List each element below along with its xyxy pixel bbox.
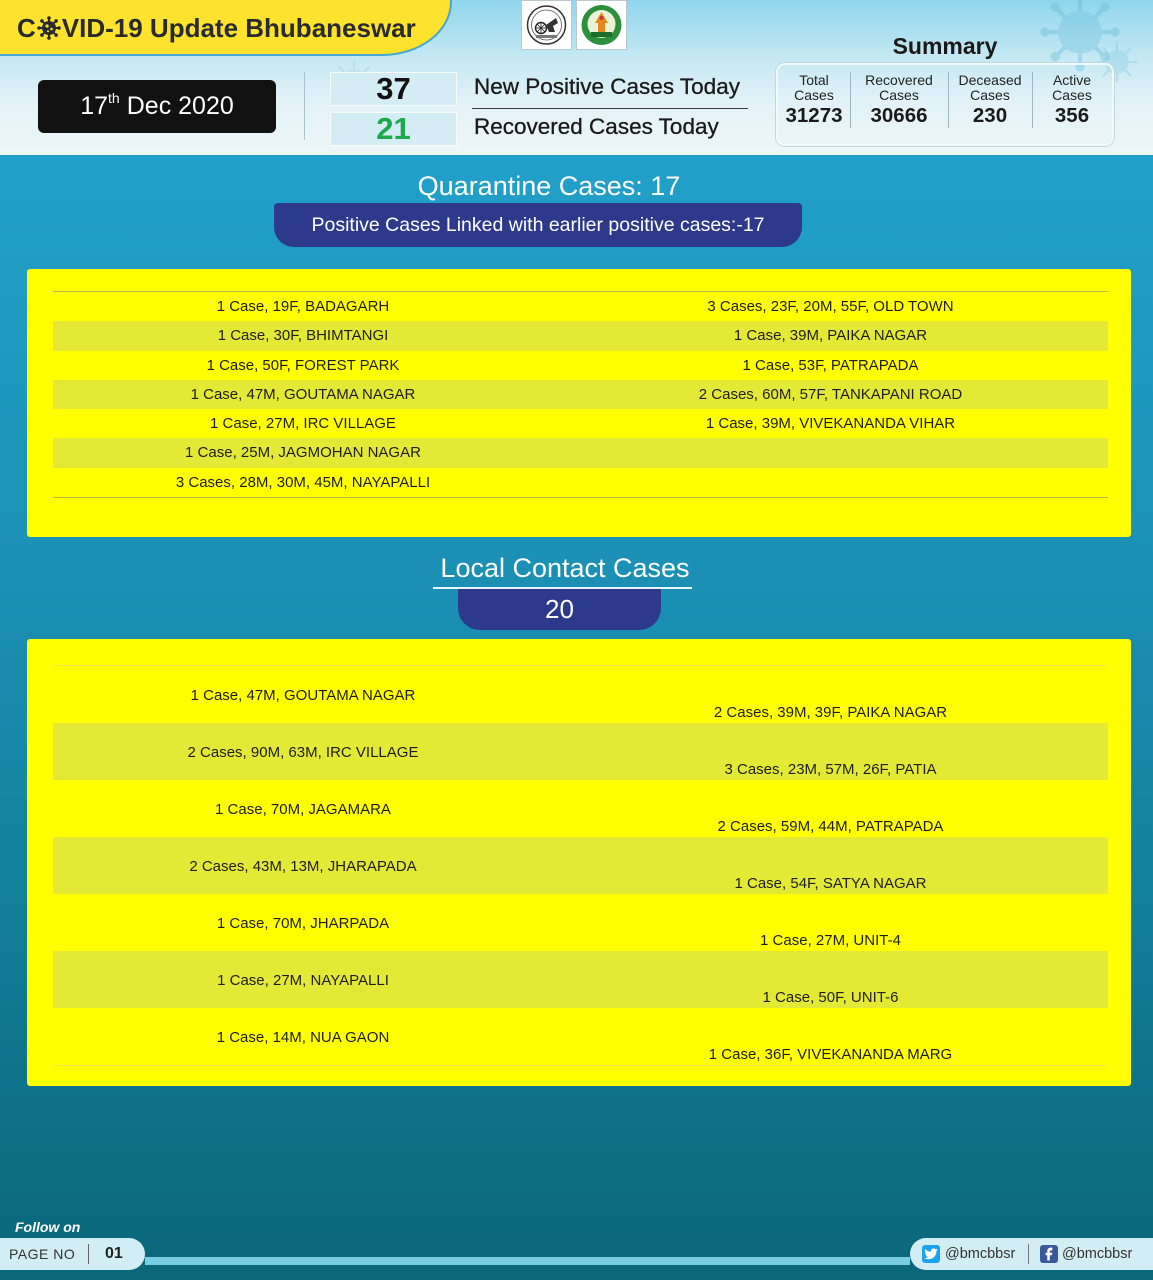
- footer-bar: [145, 1257, 910, 1265]
- table-row: [53, 951, 1108, 1008]
- case-entry-left: 1 Case, 70M, JAGAMARA: [215, 801, 391, 818]
- case-entry-left: 1 Case, 70M, JHARPADA: [216, 915, 390, 932]
- summary-box: [776, 63, 1114, 146]
- quarantine-subtitle-pill: Positive Cases Linked with earlier positive cases:-17: [274, 203, 802, 247]
- case-entry-left: 1 Case, 50F, FOREST PARK: [206, 356, 400, 374]
- table-row: [53, 723, 1108, 780]
- virus-icon: [37, 16, 61, 40]
- case-entry-left: 1 Case, 47M, GOUTAMA NAGAR: [190, 385, 416, 403]
- table-row: [53, 666, 1108, 723]
- case-entry-right: 1 Case, 53F, PATRAPADA: [742, 356, 919, 374]
- table-row: [53, 780, 1108, 837]
- summary-label-bottom: Cases: [970, 86, 1010, 103]
- quarantine-title: Quarantine Cases: 17: [417, 171, 681, 201]
- summary-label: [850, 73, 948, 102]
- case-entry-left: 1 Case, 27M, IRC VILLAGE: [210, 415, 396, 433]
- summary-label-bottom: Cases: [879, 86, 919, 103]
- local-contact-count-pill: 20: [458, 589, 661, 630]
- table-row: [53, 409, 1108, 438]
- header-divider: [304, 72, 305, 140]
- twitter-icon[interactable]: [922, 1245, 940, 1263]
- odisha-govt-emblem-logo: [521, 0, 572, 50]
- case-entry-left: 1 Case, 25M, JAGMOHAN NAGAR: [185, 444, 421, 462]
- title-banner: [0, 0, 452, 56]
- case-entry-left: 3 Cases, 28M, 30M, 45M, NAYAPALLI: [175, 473, 431, 491]
- date-badge: [38, 80, 276, 133]
- summary-title: Summary: [892, 33, 998, 59]
- page-number: 01: [105, 1245, 123, 1262]
- case-entry-right: 1 Case, 54F, SATYA NAGAR: [734, 875, 927, 892]
- new-positive-count: 37: [330, 72, 457, 106]
- summary-label-bottom: Cases: [1052, 86, 1092, 103]
- table-row: [53, 321, 1108, 350]
- table-row: [53, 468, 1108, 497]
- summary-value: 230: [972, 104, 1008, 127]
- table-row: [53, 438, 1108, 467]
- page-no-divider: [88, 1244, 89, 1264]
- case-entry-right: 1 Case, 39M, VIVEKANANDA VIHAR: [705, 415, 956, 433]
- quarantine-cases-table: [53, 291, 1108, 498]
- summary-total: [778, 65, 850, 144]
- case-entry-right: 2 Cases, 59M, 44M, PATRAPADA: [717, 818, 944, 835]
- table-row: [53, 1008, 1108, 1065]
- twitter-handle[interactable]: @bmcbbsr: [945, 1246, 1016, 1262]
- social-divider: [1028, 1244, 1029, 1264]
- case-entry-right: 1 Case, 36F, VIVEKANANDA MARG: [708, 1046, 953, 1063]
- summary-label-bottom: Cases: [794, 86, 834, 103]
- case-entry-left: 1 Case, 30F, BHIMTANGI: [217, 327, 389, 345]
- summary-label: [1032, 73, 1112, 102]
- page-number-box: [0, 1238, 145, 1270]
- case-entry-right: 2 Cases, 60M, 57F, TANKAPANI ROAD: [698, 385, 963, 403]
- date-day: 17: [80, 92, 109, 120]
- table-row: [53, 292, 1108, 321]
- title-end: VID-19 Update Bhubaneswar: [61, 13, 416, 43]
- local-contact-title: Local Contact Cases: [440, 553, 690, 583]
- table-row: [53, 894, 1108, 951]
- follow-on-label: Follow on: [15, 1219, 81, 1235]
- summary-label-top: Deceased: [958, 72, 1022, 88]
- case-entry-left: 1 Case, 14M, NUA GAON: [216, 1029, 390, 1046]
- case-entry-left: 1 Case, 27M, NAYAPALLI: [217, 972, 389, 989]
- case-entry-left: 2 Cases, 90M, 63M, IRC VILLAGE: [187, 744, 419, 761]
- empty-cell: [553, 468, 1108, 497]
- recovered-today-count: 21: [330, 112, 457, 146]
- stat-separator-line: [472, 108, 748, 109]
- summary-value: 31273: [785, 104, 843, 127]
- table-row: [53, 351, 1108, 380]
- summary-label-top: Recovered: [865, 72, 933, 88]
- case-entry-right: 3 Cases, 23M, 57M, 26F, PATIA: [724, 761, 937, 778]
- date-month-year: Dec 2020: [126, 92, 234, 120]
- local-contact-cases-table: [53, 665, 1108, 1066]
- page-title: [17, 13, 416, 43]
- summary-value: 356: [1054, 104, 1090, 127]
- case-entry-right: 2 Cases, 39M, 39F, PAIKA NAGAR: [713, 704, 948, 721]
- date-suffix: th: [108, 89, 120, 106]
- case-entry-right: 1 Case, 39M, PAIKA NAGAR: [733, 327, 928, 345]
- table-row: [53, 837, 1108, 894]
- summary-label: [948, 73, 1032, 102]
- summary-recovered: [850, 65, 948, 144]
- summary-value: 30666: [870, 104, 928, 127]
- new-positive-label: New Positive Cases Today: [474, 74, 740, 99]
- summary-deceased: [948, 65, 1032, 144]
- case-entry-left: 1 Case, 19F, BADAGARH: [216, 298, 390, 315]
- case-entry-right: 1 Case, 50F, UNIT-6: [762, 989, 899, 1006]
- case-entry-right: 1 Case, 27M, UNIT-4: [760, 932, 901, 949]
- case-entry-left: 2 Cases, 43M, 13M, JHARAPADA: [189, 858, 417, 875]
- table-row: [53, 380, 1108, 409]
- page-no-label: PAGE NO: [9, 1246, 76, 1262]
- empty-cell: [553, 438, 1108, 467]
- summary-label-top: Total: [799, 72, 829, 88]
- facebook-handle[interactable]: @bmcbbsr: [1062, 1246, 1133, 1262]
- recovered-today-label: Recovered Cases Today: [474, 114, 719, 139]
- summary-active: [1032, 65, 1112, 144]
- title-start: C: [17, 13, 36, 43]
- case-entry-right: 3 Cases, 23F, 20M, 55F, OLD TOWN: [707, 298, 954, 315]
- social-handles-box: [910, 1238, 1153, 1270]
- header-panel: [0, 0, 1153, 155]
- bmc-logo: [576, 0, 627, 50]
- summary-label: [778, 73, 850, 102]
- case-entry-left: 1 Case, 47M, GOUTAMA NAGAR: [190, 687, 416, 704]
- facebook-icon[interactable]: [1040, 1245, 1058, 1263]
- summary-label-top: Active: [1052, 72, 1092, 88]
